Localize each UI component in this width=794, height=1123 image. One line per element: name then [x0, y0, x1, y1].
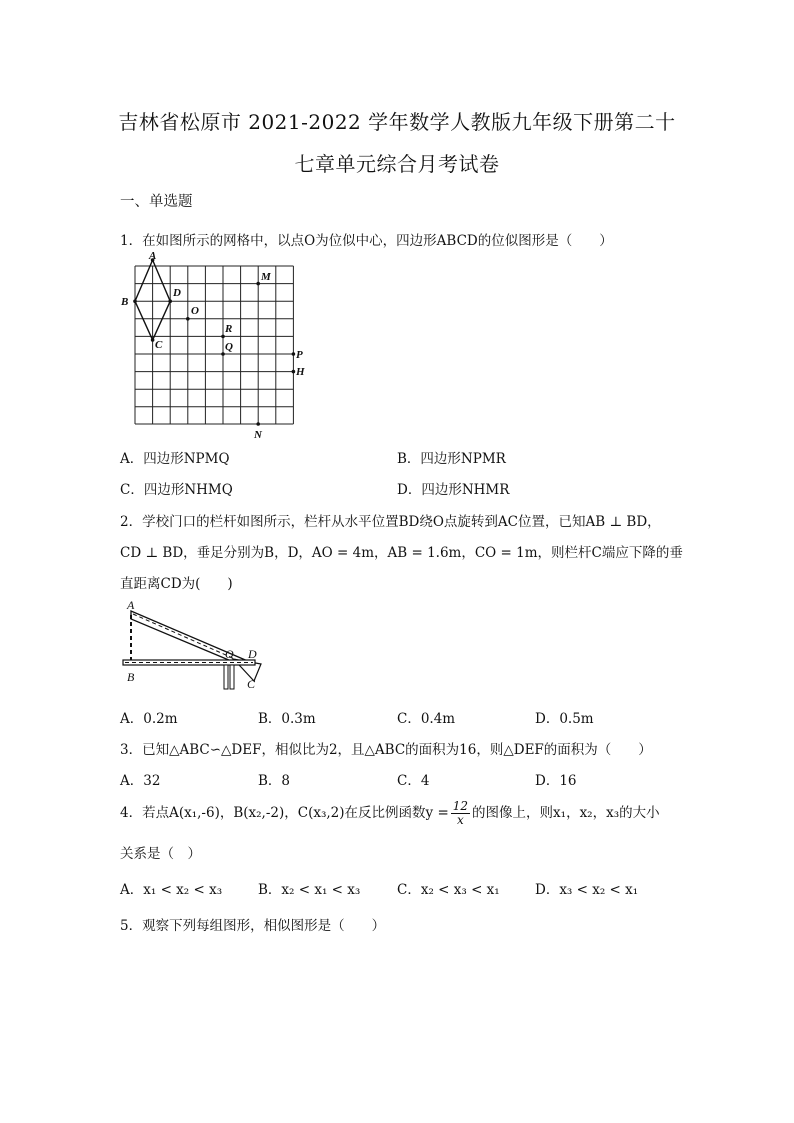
- label-c: C: [247, 677, 256, 691]
- q4-stem-line-1: [120, 800, 660, 827]
- q3-option-c[interactable]: C．4: [397, 773, 430, 789]
- label-d: D: [173, 287, 181, 299]
- q2-stem-line-3: 直距离CD为( ): [120, 576, 233, 592]
- label-c: C: [155, 339, 163, 351]
- q2-option-c[interactable]: C．0.4m: [397, 711, 456, 727]
- label-b: B: [121, 296, 129, 308]
- section-heading: 一、单选题: [120, 194, 193, 210]
- q2-option-a[interactable]: A．0.2m: [120, 711, 178, 727]
- fraction-numerator: 12: [452, 799, 469, 813]
- q1-option-c[interactable]: C．四边形NHMQ: [120, 482, 233, 498]
- q4-option-b[interactable]: B．x₂ < x₁ < x₃: [258, 882, 361, 898]
- fraction-12-over-x: [451, 800, 470, 827]
- label-o: O: [225, 647, 234, 661]
- q1-option-d[interactable]: D．四边形NHMR: [397, 482, 510, 498]
- label-o: O: [191, 305, 199, 317]
- q4-option-c[interactable]: C．x₂ < x₃ < x₁: [397, 882, 500, 898]
- label-a: A: [149, 250, 157, 262]
- fraction-denominator: x: [457, 813, 464, 827]
- q3-option-d[interactable]: D．16: [535, 773, 577, 789]
- q4-stem-part-2: 的图像上，则x₁，x₂，x₃的大小: [472, 805, 660, 821]
- q4-option-a[interactable]: A．x₁ < x₂ < x₃: [120, 882, 223, 898]
- q4-stem-line-2: 关系是（ ）: [120, 846, 201, 862]
- page-title-line-1: 吉林省松原市 2021-2022 学年数学人教版九年级下册第二十: [118, 110, 676, 134]
- q1-grid-figure: [115, 250, 315, 442]
- q2-option-d[interactable]: D．0.5m: [535, 711, 594, 727]
- q1-option-b[interactable]: B．四边形NPMR: [397, 451, 506, 467]
- label-b: B: [127, 670, 135, 684]
- q2-stem-line-2: CD ⊥ BD，垂足分别为B，D，AO = 4m，AB = 1.6m，CO = 1m，则栏杆C端应下降的垂: [120, 545, 683, 561]
- label-q: Q: [225, 341, 233, 353]
- label-n: N: [254, 429, 262, 441]
- label-d: D: [248, 647, 257, 661]
- page-title-line-2: 七章单元综合月考试卷: [294, 152, 500, 176]
- label-r: R: [225, 323, 233, 335]
- label-a: A: [127, 598, 135, 612]
- q5-stem: 5．观察下列每组图形，相似图形是（ ）: [120, 918, 386, 934]
- q1-stem: 1．在如图所示的网格中，以点O为位似中心，四边形ABCD的位似图形是（ ）: [120, 233, 613, 249]
- q3-option-b[interactable]: B．8: [258, 773, 291, 789]
- q3-stem: 3．已知△ABC∽△DEF，相似比为2，且△ABC的面积为16，则△DEF的面积为（ ）: [120, 742, 652, 758]
- q2-barrier-figure: [115, 597, 265, 693]
- q2-option-b[interactable]: B．0.3m: [258, 711, 316, 727]
- label-h: H: [296, 366, 305, 378]
- q1-option-a[interactable]: A．四边形NPMQ: [120, 451, 230, 467]
- label-p: P: [296, 349, 303, 361]
- q4-option-d[interactable]: D．x₃ < x₂ < x₁: [535, 882, 639, 898]
- label-m: M: [261, 271, 271, 283]
- q3-option-a[interactable]: A．32: [120, 773, 161, 789]
- q2-stem-line-1: 2．学校门口的栏杆如图所示，栏杆从水平位置BD绕O点旋转到AC位置，已知AB ⊥ BD，: [120, 514, 661, 530]
- q4-stem-part-1: 4．若点A(x₁,-6)，B(x₂,-2)，C(x₃,2)在反比例函数y =: [120, 805, 449, 821]
